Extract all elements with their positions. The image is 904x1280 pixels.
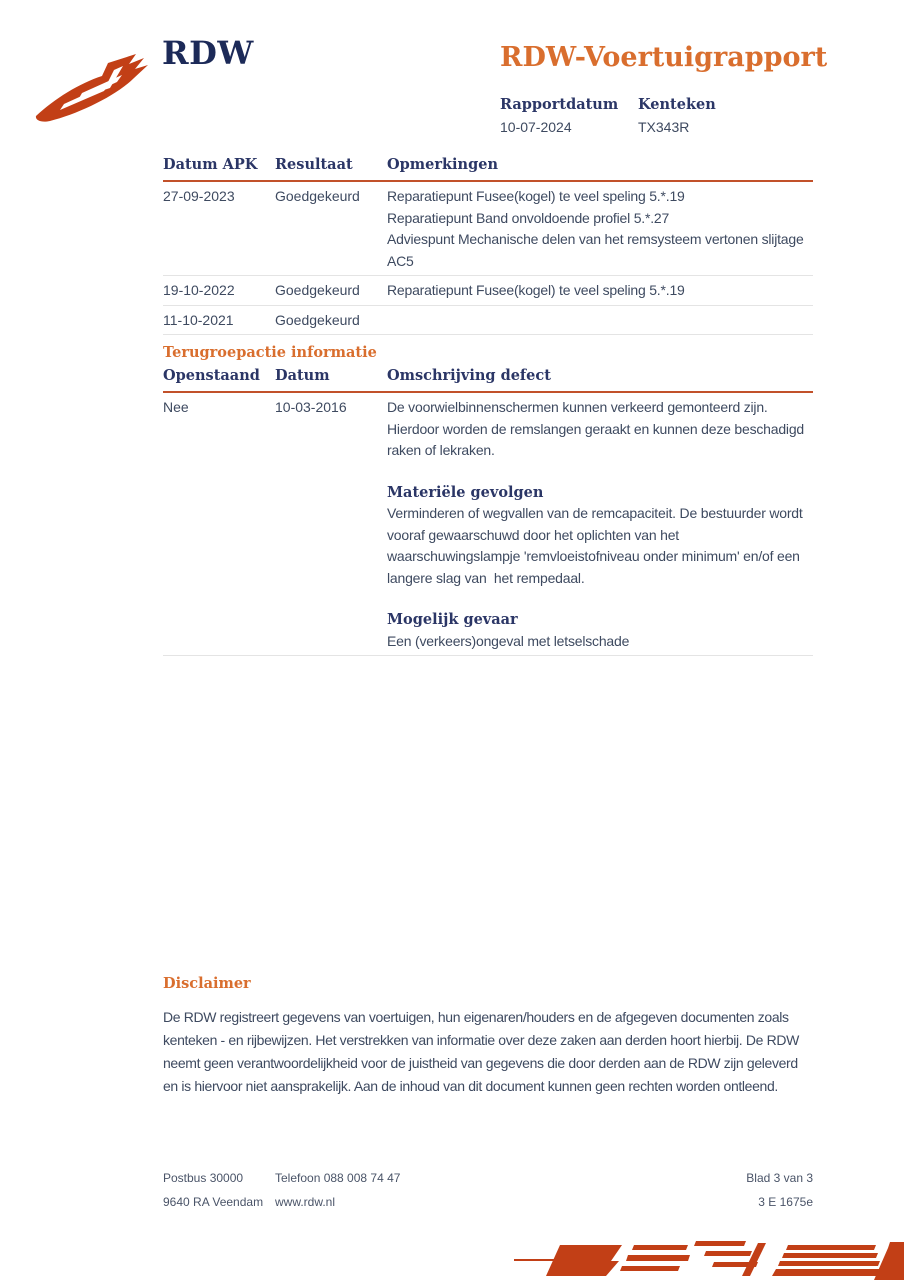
defect-description-text: De voorwielbinnenschermen kunnen verkeerd gemonteerd zijn. Hierdoor worden de remslangen geraakt en kunnen deze beschadigd raken of lekraken. — [387, 399, 808, 458]
table-row — [163, 393, 813, 656]
footer-document-code: 3 E 1675e — [758, 1195, 813, 1209]
recall-section — [163, 344, 813, 656]
recall-defect-description — [387, 397, 813, 652]
page-footer — [163, 1172, 813, 1220]
apk-resultaat: Goedgekeurd — [275, 311, 360, 328]
footer-phone: Telefoon 088 008 74 47 — [275, 1171, 401, 1185]
material-consequences-heading: Materiële gevolgen — [387, 483, 544, 501]
apk-opmerkingen — [387, 280, 813, 302]
recall-table-header — [163, 367, 813, 393]
remark-line: Adviespunt Mechanische delen van het remsysteem vertonen slijtage AC5 — [387, 231, 807, 269]
apk-history-table — [163, 156, 813, 335]
footer-address-line1: Postbus 30000 — [163, 1171, 244, 1185]
report-date-value: 10-07-2024 — [500, 119, 572, 135]
rdw-wing-icon — [30, 50, 158, 128]
apk-header-resultaat: Resultaat — [275, 156, 353, 173]
apk-datum: 19-10-2022 — [163, 282, 235, 298]
recall-section-title: Terugroepactie informatie — [163, 344, 377, 361]
recall-header-omschrijving: Omschrijving defect — [387, 367, 551, 384]
footer-page-info — [746, 1172, 813, 1220]
license-plate-label: Kenteken — [638, 96, 716, 113]
apk-datum: 27-09-2023 — [163, 188, 235, 204]
apk-header-opmerkingen: Opmerkingen — [387, 156, 498, 173]
footer-contact — [275, 1172, 746, 1220]
recall-datum: 10-03-2016 — [275, 399, 347, 415]
license-plate-block — [638, 96, 716, 135]
report-meta — [500, 96, 716, 135]
rdw-speed-stripes-graphic — [500, 1238, 904, 1280]
recall-header-datum: Datum — [275, 367, 330, 384]
disclaimer-text: De RDW registreert gegevens van voertuigen, hun eigenaren/houders en de afgegeven documenten zoals kenteken - en rijbewijzen. Het verstrekken van informatie over deze zaken aan derden hoort hierbij. De RDW neemt geen verantwoordelijkheid voor de juistheid van gegevens die door derden aan de RDW zijn geleverd en is hiervoor niet aansprakelijk. Aan de inhoud van dit document kunnen geen rechten worden ontleend. — [163, 1009, 800, 1094]
remark-line: Reparatiepunt Fusee(kogel) te veel speling 5.*.19 — [387, 188, 685, 204]
possible-danger-heading: Mogelijk gevaar — [387, 611, 518, 628]
remark-line: Reparatiepunt Band onvoldoende profiel 5.*.27 — [387, 209, 670, 226]
apk-resultaat: Goedgekeurd — [275, 282, 360, 298]
material-consequences-text: Verminderen of wegvallen van de remcapaciteit. De bestuurder wordt vooraf gewaarschuwd door het oplichten van het waarschuwingslampje 'remvloeistofniveau onder minimum' en/of een langere slag van het rempedaal. — [387, 505, 807, 586]
apk-table-header — [163, 156, 813, 182]
recall-openstaand: Nee — [163, 399, 189, 415]
footer-website: www.rdw.nl — [275, 1195, 336, 1209]
table-row — [163, 306, 813, 336]
footer-page-indicator: Blad 3 van 3 — [746, 1171, 813, 1185]
license-plate-value: TX343R — [638, 119, 690, 135]
rdw-wordmark: RDW — [162, 34, 254, 72]
apk-datum: 11-10-2021 — [163, 311, 234, 328]
report-date-label: Rapportdatum — [500, 96, 619, 113]
footer-address — [163, 1172, 275, 1220]
apk-opmerkingen — [387, 310, 813, 332]
remark-line: Reparatiepunt Fusee(kogel) te veel speling 5.*.19 — [387, 282, 685, 298]
recall-header-openstaand: Openstaand — [163, 367, 260, 384]
footer-address-line2: 9640 RA Veendam — [163, 1195, 264, 1209]
apk-opmerkingen — [387, 186, 813, 272]
page-title: RDW-Voertuigrapport — [500, 42, 828, 73]
table-row — [163, 276, 813, 306]
disclaimer-title: Disclaimer — [163, 975, 251, 992]
apk-resultaat: Goedgekeurd — [275, 188, 360, 204]
disclaimer-section — [163, 975, 813, 1098]
apk-header-datum: Datum APK — [163, 156, 258, 173]
table-row — [163, 182, 813, 276]
report-date-block — [500, 96, 638, 135]
possible-danger-text: Een (verkeers)ongeval met letselschade — [387, 632, 630, 649]
